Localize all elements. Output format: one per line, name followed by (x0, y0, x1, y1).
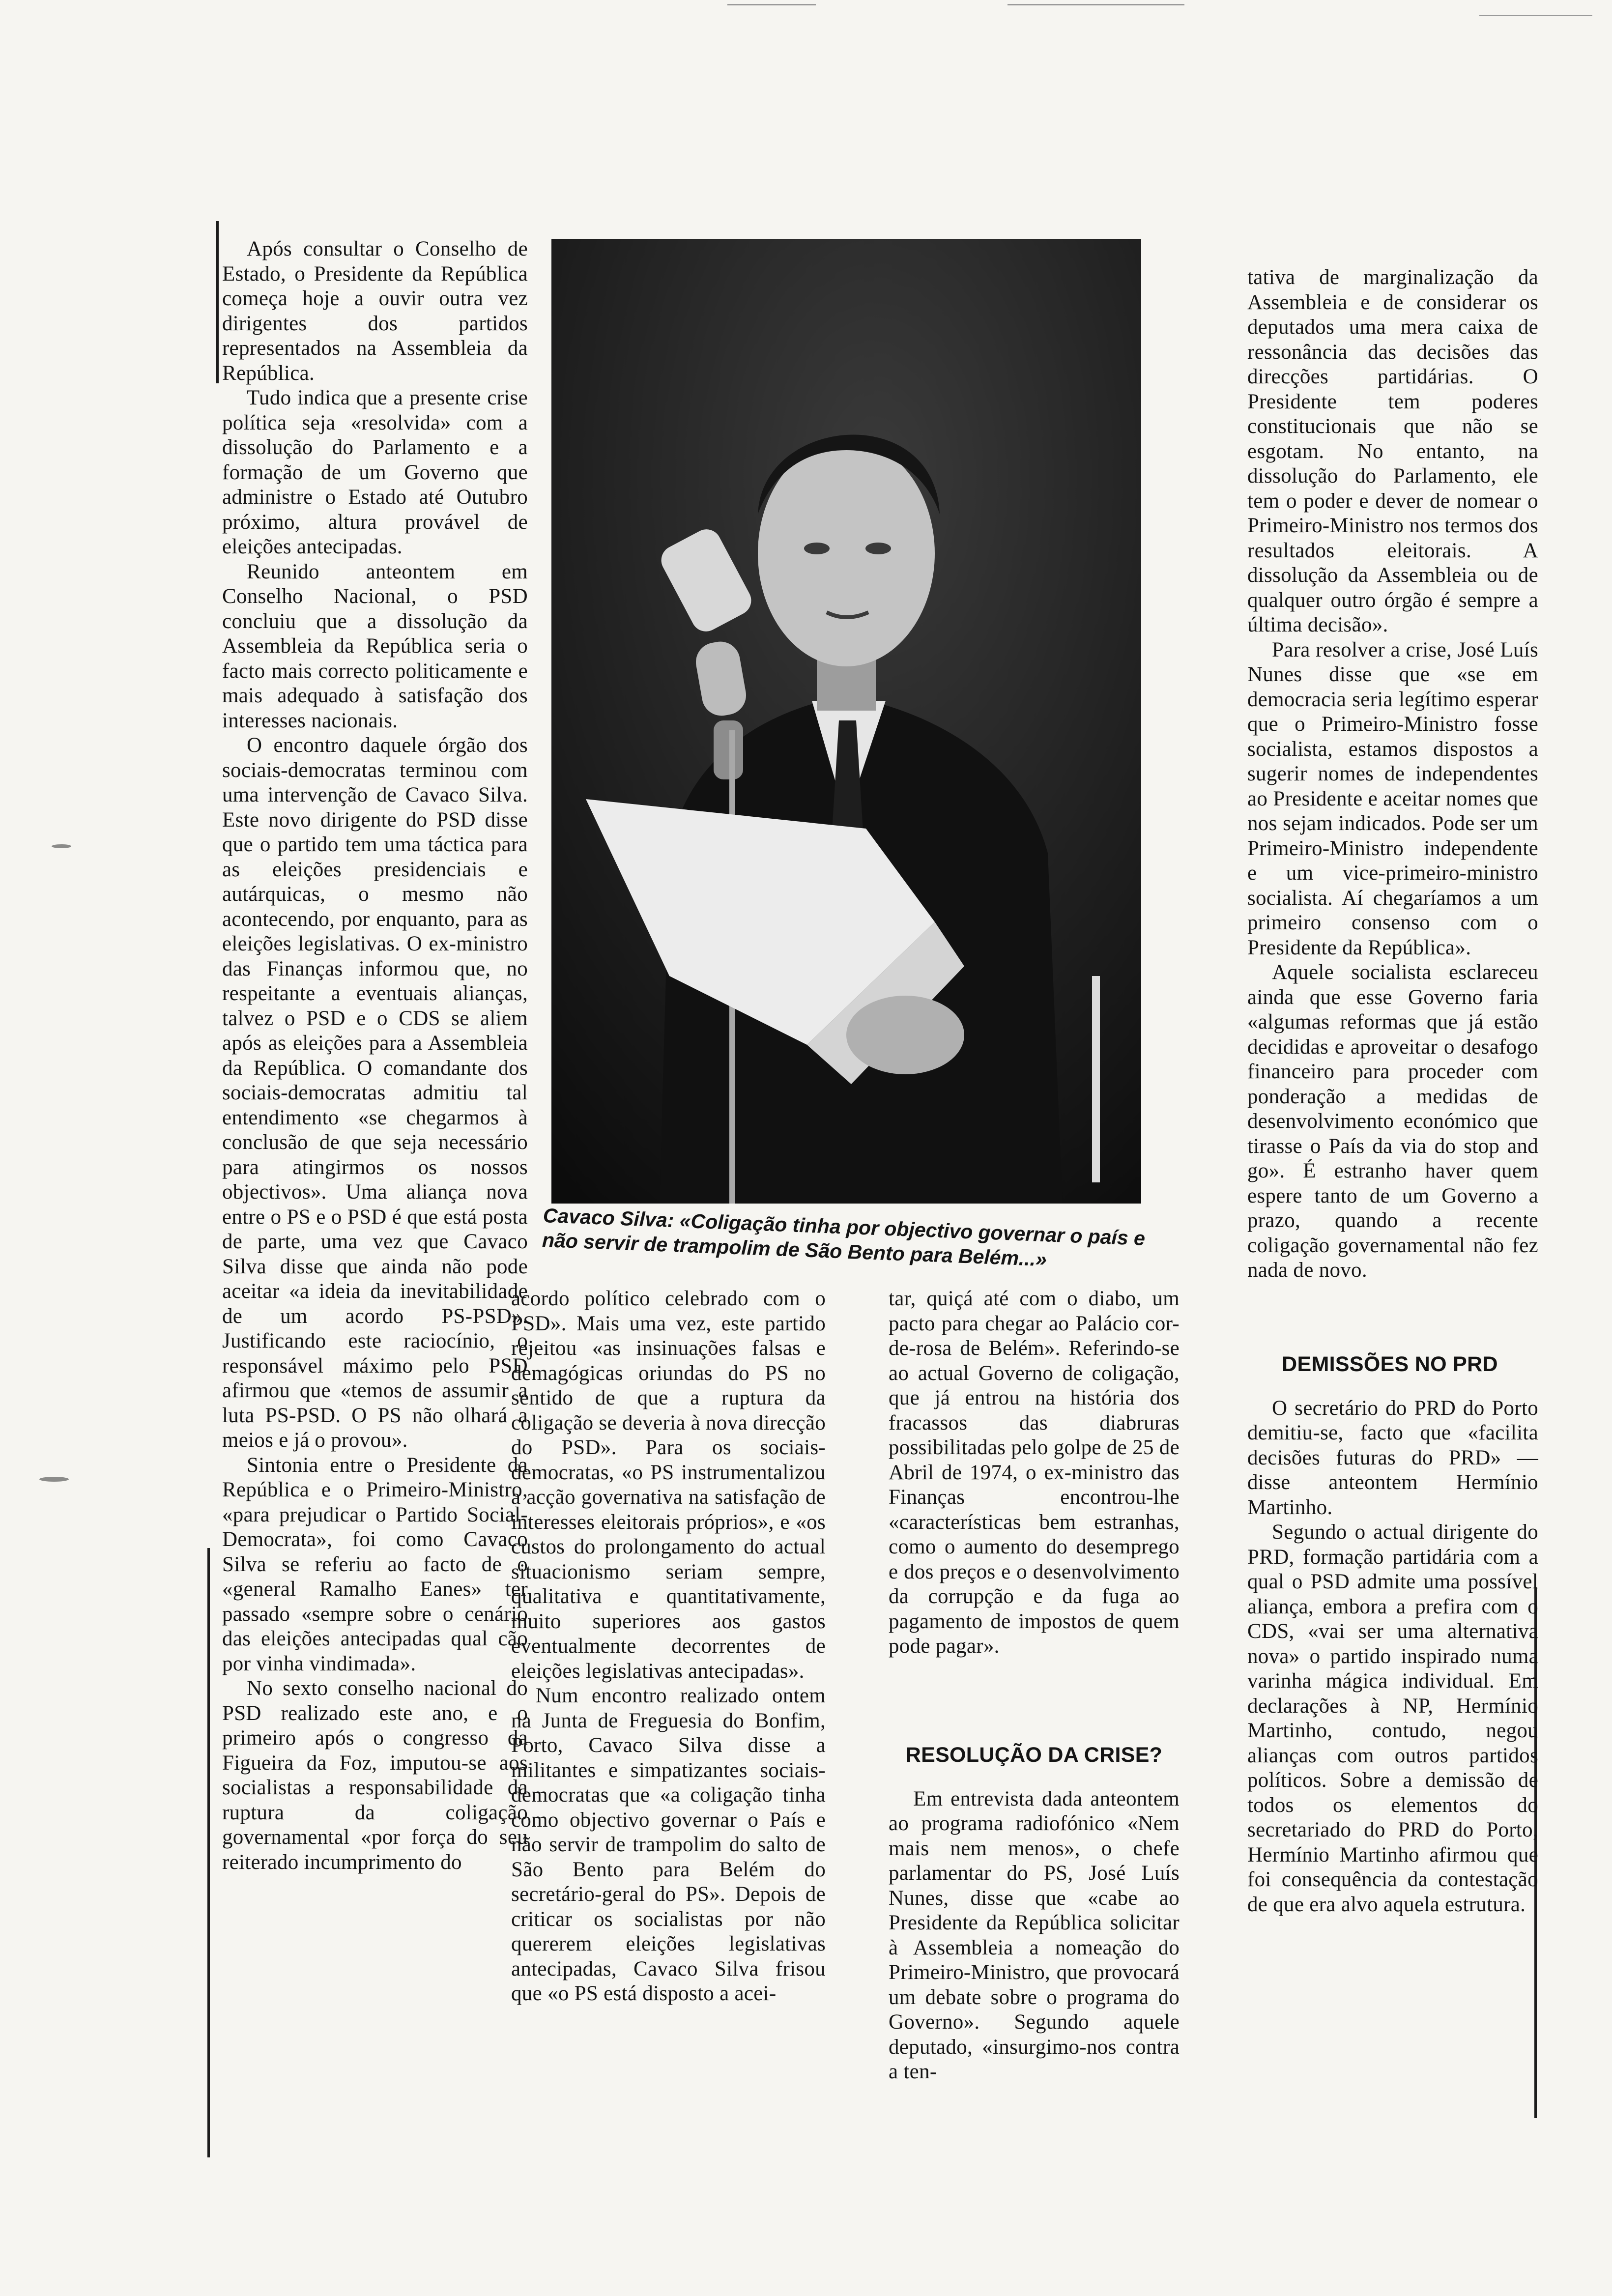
column-rule (207, 1548, 210, 2157)
paragraph: tar, quiçá até com o diabo, um pacto para chegar ao Palácio cor-de-rosa de Belém». Referindo-se ao actual Governo de coligação, que já entrou na história dos fracassos das diabruras possibilitadas pelo golpe de 25 de Abril de 1974, o ex-ministro das Finanças encontrou-lhe «características bem estranhas, como o aumento do desemprego e dos preços e o desenvolvimento da corrupção e da fuga ao pagamento de impostos de quem pode pagar». (889, 1287, 1180, 1658)
column-rule (216, 221, 219, 383)
article-column-1 (222, 237, 528, 2163)
paragraph: acordo político celebrado com o PSD». Mais uma vez, este partido rejeitou «as insinuações falsas e demagógicas oriundas do PS no sentido de que a ruptura da coligação se deveria à nova direcção do PSD». Para os sociais-democratas, «o PS instrumentalizou a acção governativa na satisfação de interesses eleitorais próprios», e «os custos do prolongamento do actual situacionismo seriam sempre, qualitativa e quantitativamente, muito superiores aos gastos eventualmente decorrentes de eleições legislativas antecipadas». (511, 1287, 826, 1683)
scan-mark (39, 1477, 69, 1482)
scan-line (1479, 15, 1592, 16)
scan-line (727, 4, 816, 5)
paragraph: Para resolver a crise, José Luís Nunes disse que «se em democracia seria legítimo esperar que o Primeiro-Ministro fosse socialista, estamos dispostos a sugerir nomes de independentes ao Presidente e aceitar nomes que nos sejam indicados. Pode ser um Primeiro-Ministro independente e um vice-primeiro-ministro socialista. Aí chegaríamos a um primeiro consenso com o Presidente da República». (1247, 638, 1538, 959)
paragraph: Segundo o actual dirigente do PRD, formação partidária com a qual o PSD admite uma possível aliança, embora a prefira com o CDS, «vai ser uma alternativa nova» o partido inspirado numa varinha mágica individual. Em declarações à NP, Hermínio Martinho, contudo, negou alianças com outros partidos políticos. Sobre a demissão de todos os elementos do secretariado do PRD do Porto, Hermínio Martinho afirmou que foi consequência da contestação de que era alvo aquela estrutura. (1247, 1521, 1538, 1916)
news-photo (551, 239, 1141, 1204)
paragraph: No sexto conselho nacional do PSD realizado este ano, e o primeiro após o congresso da Figueira da Foz, imputou-se aos socialistas a responsabilidade da ruptura da coligação governamental «por força do seu reiterado incumprimento do (222, 1677, 528, 1874)
article-column-2 (511, 1287, 826, 2171)
paragraph: tativa de marginalização da Assembleia e de considerar os deputados uma mera caixa de ressonância das decisões das direcções partidárias. O Presidente tem poderes constitucionais que não se esgotam. No entanto, na dissolução do Parlamento, ele tem o poder e dever de nomear o Primeiro-Ministro nos termos dos resultados eleitorais. A dissolução da Assembleia ou de qualquer outro órgão é sempre a última decisão». (1247, 266, 1538, 636)
paragraph: Em entrevista dada anteontem ao programa radiofónico «Nem mais nem menos», o chefe parlamentar do PS, José Luís Nunes, disse que «cabe ao Presidente da República solicitar à Assembleia a nomeação do Primeiro-Ministro, que provocará um debate sobre o programa do Governo». Segundo aquele deputado, «insurgimo-nos contra a ten- (889, 1787, 1180, 2083)
section-heading: DEMISSÕES NO PRD (1282, 1352, 1498, 1376)
paragraph: O secretário do PRD do Porto demitiu-se, facto que «facilita decisões futuras do PRD» — disse anteontem Hermínio Martinho. (1247, 1396, 1538, 1519)
paragraph: Tudo indica que a presente crise política seja «resolvida» com a dissolução do Parlamento e a formação de um Governo que administre o Estado até Outubro próximo, altura provável de eleições antecipadas. (222, 386, 528, 558)
article-column-3 (889, 1287, 1180, 2171)
paragraph: Num encontro realizado ontem na Junta de Freguesia do Bonfim, Porto, Cavaco Silva disse a militantes e simpatizantes sociais-democratas que «a coligação tinha como objectivo governar o País e não servir de trampolim do salto de São Bento para Belém do secretário-geral do PS». Depois de criticar os socialistas por não quererem eleições legislativas antecipadas, Cavaco Silva frisou que «o PS está disposto a acei- (511, 1684, 826, 2005)
speaker-at-microphone-image (551, 239, 1141, 1204)
paragraph: Sintonia entre o Presidente da República e o Primeiro-Ministro, «para prejudicar o Partido Social-Democrata», foi como Cavaco Silva se referiu ao facto de o «general Ramalho Eanes» ter passado «sempre sobre o cenário das eleições antecipadas qual cão por vinha vindimada». (222, 1453, 528, 1675)
scan-mark (52, 844, 71, 848)
paragraph: Após consultar o Conselho de Estado, o Presidente da República começa hoje a ouvir outra vez dirigentes dos partidos representados na Assembleia da República. (222, 237, 528, 385)
paragraph: Aquele socialista esclareceu ainda que esse Governo faria «algumas reformas que já estão decididas e aproveitar o desafogo financeiro para proceder com ponderação a medidas de desenvolvimento económico que tirasse o País da via do stop and go». É estranho haver quem espere tanto de um Governo a prazo, quando a recente coligação governamental não fez nada de novo. (1247, 961, 1538, 1282)
section-heading: RESOLUÇÃO DA CRISE? (905, 1743, 1163, 1767)
photo-caption: Cavaco Silva: «Coligação tinha por objectivo governar o país e não servir de trampolim de São Bento para Belém...» (542, 1204, 1146, 1271)
article-column-4 (1247, 265, 1538, 2162)
paragraph: Reunido anteontem em Conselho Nacional, o PSD concluiu que a dissolução da Assembleia da República seria o facto mais correcto politicamente e mais adequado à satisfação dos interesses nacionais. (222, 560, 528, 732)
scan-line (1008, 4, 1184, 5)
paragraph: O encontro daquele órgão dos sociais-democratas terminou com uma intervenção de Cavaco Silva. Este novo dirigente do PSD disse que o partido tem uma táctica para as eleições presidenciais e autárquicas, o mesmo não acontecendo, por enquanto, para as eleições legislativas. O ex-ministro das Finanças informou que, no respeitante a eventuais alianças, talvez o PSD e o CDS se aliem após as eleições para a Assembleia da República. O comandante dos sociais-democratas admitiu tal entendimento «se chegarmos à conclusão de que seja necessário para atingirmos os nossos objectivos». Uma aliança nova entre o PS e o PSD é que está posta de parte, uma vez que Cavaco Silva disse que ainda não pode aceitar «a ideia da inevitabilidade de um acordo PS-PSD». Justificando este raciocínio, o responsável máximo pelo PSD afirmou que «temos de assumir a luta PS-PSD. O PS não olhará a meios e já o provou». (222, 734, 528, 1452)
